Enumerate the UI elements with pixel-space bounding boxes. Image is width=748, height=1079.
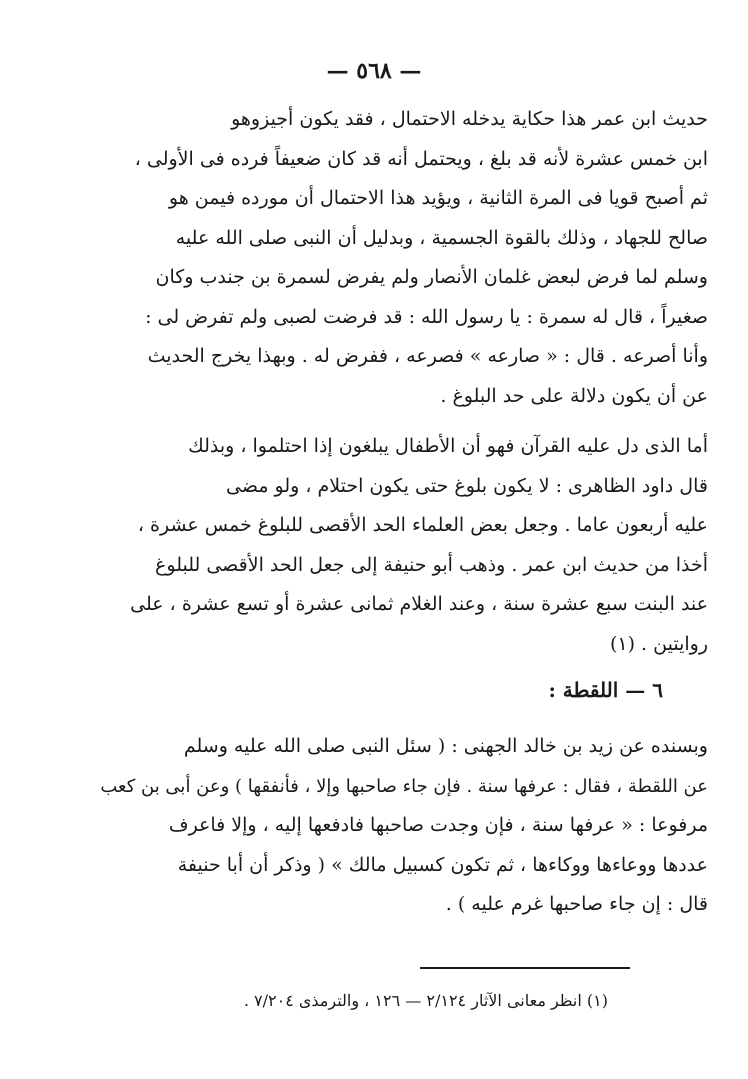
text-line: قال : إن جاء صاحبها غرم عليه ) . (445, 893, 708, 915)
text-line: وأنا أصرعه . قال : « صارعه » فصرعه ، ففرض له . وبهذا يخرج الحديث (147, 345, 708, 367)
text-line: حديث ابن عمر هذا حكاية يدخله الاحتمال ، فقد يكون أجيزوهو (231, 108, 708, 130)
text-line: عن اللقطة ، فقال : عرفها سنة . فإن جاء صاحبها وإلا ، فأنفقها ) وعن أبى بن كعب (100, 775, 708, 797)
text-line: وسلم لما فرض لبعض غلمان الأنصار ولم يفرض لسمرة بن جندب وكان (155, 266, 708, 288)
paragraph-quran-puberty (95, 427, 708, 664)
text-line: صالح للجهاد ، وذلك بالقوة الجسمية ، وبدليل أن النبى صلى الله عليه (175, 226, 708, 249)
text-line: عند البنت سبع عشرة سنة ، وعند الغلام ثمانى عشرة أو تسع عشرة ، على (130, 593, 708, 615)
text-line: عن أن يكون دلالة على حد البلوغ . (440, 384, 708, 407)
footnote-divider (420, 967, 630, 969)
text-line: عددها ووعاءها ووكاءها ، ثم تكون كسبيل مالك » ( وذكر أن أبا حنيفة (177, 853, 708, 876)
text-line: ابن خمس عشرة لأنه قد بلغ ، ويحتمل أنه قد كان ضعيفاً فرده فى الأولى ، (134, 147, 708, 170)
text-line: روايتين . (١) (609, 632, 708, 655)
paragraph-hadith-ibn-umar (95, 100, 708, 416)
section-heading: ٦ — اللقطة : (548, 678, 663, 702)
footnote: (١) انظر معانى الآثار ٢/١٢٤ — ١٢٦ ، والترمذى ٧/٢٠٤ . (243, 991, 608, 1010)
text-line: عليه أربعون عاما . وجعل بعض العلماء الحد الأقصى للبلوغ خمس عشرة ، (137, 514, 708, 536)
text-line: مرفوعا : « عرفها سنة ، فإن وجدت صاحبها فادفعها إليه ، وإلا فاعرف (168, 814, 708, 836)
text-line: صغيراً ، قال له سمرة : يا رسول الله : قد فرضت لصبى ولم تفرض لى : (145, 305, 708, 328)
text-line: أخذا من حديث ابن عمر . وذهب أبو حنيفة إلى جعل الحد الأقصى للبلوغ (155, 553, 708, 576)
page-number: — ٥٦٨ — (326, 58, 422, 84)
text-line: وبسنده عن زيد بن خالد الجهنى : ( سئل النبى صلى الله عليه وسلم (183, 735, 708, 757)
paragraph-luqata (95, 727, 708, 925)
text-line: ثم أصبح قويا فى المرة الثانية ، ويؤيد هذا الاحتمال أن مورده فيمن هو (168, 187, 708, 209)
text-line: قال داود الظاهرى : لا يكون بلوغ حتى يكون احتلام ، ولو مضى (226, 474, 708, 497)
text-line: أما الذى دل عليه القرآن فهو أن الأطفال يبلغون إذا احتلموا ، وبذلك (188, 435, 708, 457)
